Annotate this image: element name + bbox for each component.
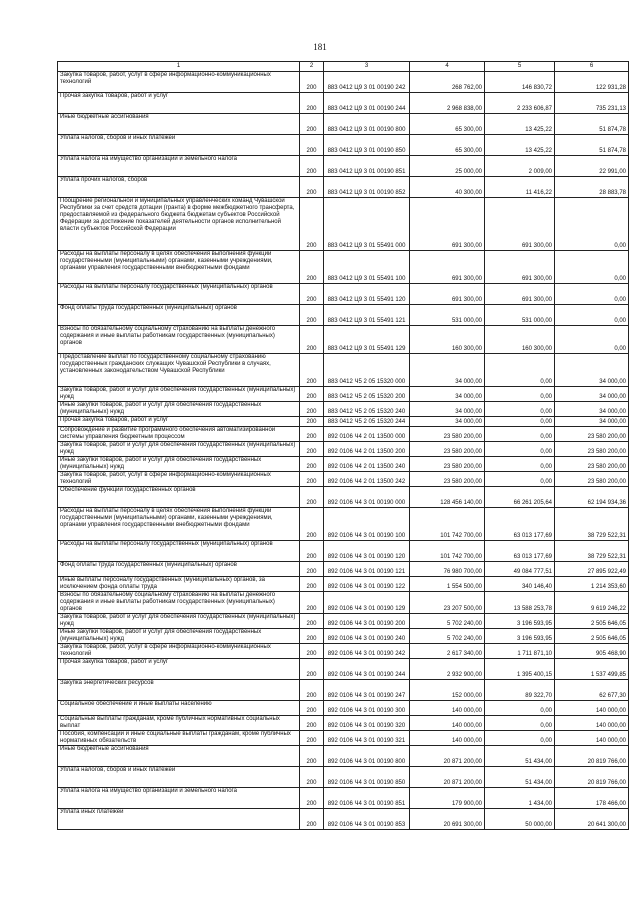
budget-classification-cell: 892 0106 Ч4 3 01 00190 000 (324, 487, 410, 508)
approved-amount-cell: 20 871 200,00 (410, 767, 485, 788)
unexecuted-amount-cell: 23 580 200,00 (555, 442, 629, 457)
row-code-cell: 200 (300, 156, 324, 177)
unexecuted-amount-cell: 140 000,00 (555, 731, 629, 746)
budget-classification-cell: 892 0106 Ч4 2 01 13500 240 (324, 457, 410, 472)
budget-classification-cell: 892 0106 Ч4 3 01 00190 247 (324, 680, 410, 701)
budget-classification-cell: 892 0106 Ч4 3 01 00190 850 (324, 767, 410, 788)
table-row (58, 577, 629, 592)
approved-amount-cell: 20 691 300,00 (410, 809, 485, 830)
approved-amount-cell: 2 932 900,00 (410, 659, 485, 680)
row-code-cell: 200 (300, 417, 324, 427)
executed-amount-cell: 0,00 (485, 427, 555, 442)
executed-amount-cell: 13 425,22 (485, 135, 555, 156)
executed-amount-cell: 63 013 177,69 (485, 508, 555, 541)
row-code-cell: 200 (300, 135, 324, 156)
budget-classification-cell: 883 0412 Ц9 3 01 00190 852 (324, 177, 410, 198)
budget-classification-cell: 892 0106 Ч4 3 01 00190 120 (324, 541, 410, 562)
row-name-cell: Уплата налогов, сборов и иных платежей (58, 767, 300, 788)
unexecuted-amount-cell: 0,00 (555, 305, 629, 326)
budget-classification-cell: 883 0412 Ц9 3 01 00190 244 (324, 93, 410, 114)
table-row (58, 177, 629, 198)
row-name-cell: Закупка товаров, работ, услуг в сфере информационно-коммуникационных технологий (58, 472, 300, 487)
row-code-cell: 200 (300, 614, 324, 629)
row-name-cell: Пособия, компенсации и иные социальные выплаты гражданам, кроме публичных нормативных обязательств (58, 731, 300, 746)
row-code-cell: 200 (300, 93, 324, 114)
executed-amount-cell: 3 196 593,95 (485, 614, 555, 629)
table-row (58, 508, 629, 541)
budget-classification-cell: 892 0106 Ч4 3 01 00190 300 (324, 701, 410, 716)
budget-classification-cell: 892 0106 Ч4 3 01 00190 320 (324, 716, 410, 731)
row-code-cell: 200 (300, 680, 324, 701)
unexecuted-amount-cell: 2 505 646,05 (555, 614, 629, 629)
unexecuted-amount-cell: 178 466,00 (555, 788, 629, 809)
unexecuted-amount-cell: 62 194 934,36 (555, 487, 629, 508)
executed-amount-cell: 160 300,00 (485, 326, 555, 354)
unexecuted-amount-cell: 0,00 (555, 251, 629, 284)
row-code-cell: 200 (300, 541, 324, 562)
executed-amount-cell: 1 711 871,10 (485, 644, 555, 659)
budget-classification-cell: 892 0106 Ч4 3 01 00190 240 (324, 629, 410, 644)
executed-amount-cell: 0,00 (485, 716, 555, 731)
executed-amount-cell: 531 000,00 (485, 305, 555, 326)
row-name-cell: Фонд оплаты труда государственных (муниципальных) органов (58, 562, 300, 577)
row-name-cell: Уплата налога на имущество организаций и земельного налога (58, 156, 300, 177)
unexecuted-amount-cell: 34 000,00 (555, 387, 629, 402)
budget-classification-cell: 892 0106 Ч4 3 01 00190 129 (324, 592, 410, 614)
row-name-cell: Уплата налога на имущество организаций и земельного налога (58, 788, 300, 809)
budget-classification-cell: 892 0106 Ч4 3 01 00190 321 (324, 731, 410, 746)
budget-classification-cell: 883 0412 Ц9 3 01 55491 129 (324, 326, 410, 354)
budget-classification-cell: 883 0412 Ц9 3 01 55491 100 (324, 251, 410, 284)
budget-classification-cell: 892 0106 Ч4 3 01 00190 121 (324, 562, 410, 577)
table-row (58, 326, 629, 354)
row-name-cell: Закупка товаров, работ и услуг для обеспечения государственных (муниципальных) нужд (58, 614, 300, 629)
table-row (58, 457, 629, 472)
executed-amount-cell: 691 300,00 (485, 198, 555, 251)
table-row (58, 644, 629, 659)
row-name-cell: Фонд оплаты труда государственных (муниципальных) органов (58, 305, 300, 326)
unexecuted-amount-cell: 62 677,30 (555, 680, 629, 701)
approved-amount-cell: 691 300,00 (410, 251, 485, 284)
unexecuted-amount-cell: 735 231,13 (555, 93, 629, 114)
executed-amount-cell: 691 300,00 (485, 251, 555, 284)
row-name-cell: Закупка энергетических ресурсов (58, 680, 300, 701)
unexecuted-amount-cell: 51 874,78 (555, 135, 629, 156)
row-name-cell: Прочая закупка товаров, работ и услуг (58, 659, 300, 680)
table-row (58, 354, 629, 387)
table-row (58, 809, 629, 830)
page-number: 181 (313, 42, 327, 52)
executed-amount-cell: 13 425,22 (485, 114, 555, 135)
row-name-cell: Прочая закупка товаров, работ и услуг (58, 417, 300, 427)
executed-amount-cell: 0,00 (485, 387, 555, 402)
executed-amount-cell: 1 434,00 (485, 788, 555, 809)
approved-amount-cell: 65 300,00 (410, 135, 485, 156)
unexecuted-amount-cell: 23 580 200,00 (555, 457, 629, 472)
row-code-cell: 200 (300, 629, 324, 644)
budget-classification-cell: 892 0106 Ч4 3 01 00190 122 (324, 577, 410, 592)
approved-amount-cell: 23 580 200,00 (410, 442, 485, 457)
table-row (58, 442, 629, 457)
row-code-cell: 200 (300, 251, 324, 284)
row-name-cell: Иные закупки товаров, работ и услуг для обеспечения государственных (муниципальных) нужд (58, 457, 300, 472)
table-row (58, 472, 629, 487)
row-name-cell: Уплата иных платежей (58, 809, 300, 830)
table-row (58, 417, 629, 427)
approved-amount-cell: 23 207 500,00 (410, 592, 485, 614)
budget-classification-cell: 892 0106 Ч4 3 01 00190 853 (324, 809, 410, 830)
executed-amount-cell: 0,00 (485, 731, 555, 746)
unexecuted-amount-cell: 0,00 (555, 198, 629, 251)
unexecuted-amount-cell: 20 641 300,00 (555, 809, 629, 830)
row-code-cell: 200 (300, 644, 324, 659)
table-row (58, 284, 629, 305)
row-name-cell: Расходы на выплаты персоналу государственных (муниципальных) органов (58, 541, 300, 562)
unexecuted-amount-cell: 20 819 766,00 (555, 746, 629, 767)
table-row (58, 680, 629, 701)
approved-amount-cell: 20 871 200,00 (410, 746, 485, 767)
unexecuted-amount-cell: 140 000,00 (555, 716, 629, 731)
table-row (58, 487, 629, 508)
executed-amount-cell: 0,00 (485, 472, 555, 487)
row-code-cell: 200 (300, 354, 324, 387)
unexecuted-amount-cell: 34 000,00 (555, 354, 629, 387)
column-header: 4 (410, 62, 485, 72)
budget-classification-cell: 883 0412 Ц9 3 01 55491 000 (324, 198, 410, 251)
approved-amount-cell: 268 762,00 (410, 72, 485, 93)
budget-classification-cell: 883 0412 Ц9 3 01 55491 120 (324, 284, 410, 305)
table-row (58, 746, 629, 767)
table-row (58, 562, 629, 577)
approved-amount-cell: 531 000,00 (410, 305, 485, 326)
table-row (58, 156, 629, 177)
approved-amount-cell: 160 300,00 (410, 326, 485, 354)
executed-amount-cell: 66 261 205,64 (485, 487, 555, 508)
executed-amount-cell: 0,00 (485, 701, 555, 716)
budget-classification-cell: 892 0106 Ч4 3 01 00190 244 (324, 659, 410, 680)
row-name-cell: Расходы на выплаты персоналу государственных (муниципальных) органов (58, 284, 300, 305)
row-code-cell: 200 (300, 731, 324, 746)
row-name-cell: Расходы на выплаты персоналу в целях обеспечения выполнения функций государственными (муниципальными) органами, казенными учреждениями, органами управления государственными внебюджетными фондами (58, 251, 300, 284)
approved-amount-cell: 140 000,00 (410, 731, 485, 746)
budget-classification-cell: 883 0412 Ц9 3 01 00190 850 (324, 135, 410, 156)
row-code-cell: 200 (300, 508, 324, 541)
budget-classification-cell: 892 0106 Ч4 2 01 13500 242 (324, 472, 410, 487)
table-header-row (58, 62, 629, 72)
row-code-cell: 200 (300, 402, 324, 417)
table-row (58, 387, 629, 402)
budget-classification-cell: 892 0106 Ч4 2 01 13500 000 (324, 427, 410, 442)
row-code-cell: 200 (300, 177, 324, 198)
executed-amount-cell: 2 233 606,87 (485, 93, 555, 114)
row-code-cell: 200 (300, 114, 324, 135)
executed-amount-cell: 89 322,70 (485, 680, 555, 701)
unexecuted-amount-cell: 20 819 766,00 (555, 767, 629, 788)
approved-amount-cell: 34 000,00 (410, 402, 485, 417)
executed-amount-cell: 49 084 777,51 (485, 562, 555, 577)
approved-amount-cell: 40 300,00 (410, 177, 485, 198)
row-name-cell: Прочая закупка товаров, работ и услуг (58, 93, 300, 114)
row-code-cell: 200 (300, 746, 324, 767)
column-header: 6 (555, 62, 629, 72)
executed-amount-cell: 63 013 177,69 (485, 541, 555, 562)
row-code-cell: 200 (300, 442, 324, 457)
budget-classification-cell: 892 0106 Ч4 3 01 00190 242 (324, 644, 410, 659)
executed-amount-cell: 51 434,00 (485, 767, 555, 788)
approved-amount-cell: 2 968 838,00 (410, 93, 485, 114)
unexecuted-amount-cell: 23 580 200,00 (555, 427, 629, 442)
table-row (58, 614, 629, 629)
budget-classification-cell: 892 0106 Ч4 3 01 00190 200 (324, 614, 410, 629)
unexecuted-amount-cell: 38 729 522,31 (555, 541, 629, 562)
row-name-cell: Уплата прочих налогов, сборов (58, 177, 300, 198)
approved-amount-cell: 2 617 340,00 (410, 644, 485, 659)
executed-amount-cell: 11 416,22 (485, 177, 555, 198)
unexecuted-amount-cell: 27 895 922,49 (555, 562, 629, 577)
unexecuted-amount-cell: 905 468,90 (555, 644, 629, 659)
approved-amount-cell: 65 300,00 (410, 114, 485, 135)
row-name-cell: Иные бюджетные ассигнования (58, 114, 300, 135)
unexecuted-amount-cell: 2 505 646,05 (555, 629, 629, 644)
row-code-cell: 200 (300, 427, 324, 442)
approved-amount-cell: 691 300,00 (410, 198, 485, 251)
approved-amount-cell: 34 000,00 (410, 387, 485, 402)
row-name-cell: Закупка товаров, работ, услуг в сфере информационно-коммуникационных технологий (58, 72, 300, 93)
budget-classification-cell: 883 0412 Ц9 3 01 00190 851 (324, 156, 410, 177)
column-header: 1 (58, 62, 300, 72)
row-name-cell: Иные бюджетные ассигнования (58, 746, 300, 767)
row-name-cell: Закупка товаров, работ и услуг для обеспечения государственных (муниципальных) нужд (58, 387, 300, 402)
budget-classification-cell: 892 0106 Ч4 3 01 00190 800 (324, 746, 410, 767)
row-code-cell: 200 (300, 767, 324, 788)
row-code-cell: 200 (300, 577, 324, 592)
table-row (58, 716, 629, 731)
table-row (58, 659, 629, 680)
budget-classification-cell: 883 0412 Ц9 3 01 00190 800 (324, 114, 410, 135)
row-code-cell: 200 (300, 659, 324, 680)
table-row (58, 629, 629, 644)
unexecuted-amount-cell: 22 991,00 (555, 156, 629, 177)
unexecuted-amount-cell: 1 214 353,60 (555, 577, 629, 592)
table-row (58, 93, 629, 114)
row-name-cell: Расходы на выплаты персоналу в целях обеспечения выполнения функций государственными (муниципальными) органами, казенными учреждениями, органами управления государственными внебюджетными фондами (58, 508, 300, 541)
table-row (58, 114, 629, 135)
approved-amount-cell: 76 980 700,00 (410, 562, 485, 577)
row-name-cell: Предоставление выплат по государственному социальному страхованию государственных гражданских служащих Чувашской Республики в случаях, установленных законодательством Чувашской Республики (58, 354, 300, 387)
approved-amount-cell: 179 900,00 (410, 788, 485, 809)
executed-amount-cell: 13 588 253,78 (485, 592, 555, 614)
unexecuted-amount-cell: 122 931,28 (555, 72, 629, 93)
table-row (58, 305, 629, 326)
table-row (58, 198, 629, 251)
budget-classification-cell: 883 0412 Ц9 3 01 00190 242 (324, 72, 410, 93)
executed-amount-cell: 340 146,40 (485, 577, 555, 592)
executed-amount-cell: 0,00 (485, 417, 555, 427)
row-name-cell: Сопровождение и развитие программного обеспечения автоматизированной системы управления бюджетным процессом (58, 427, 300, 442)
table-row (58, 701, 629, 716)
approved-amount-cell: 140 000,00 (410, 701, 485, 716)
approved-amount-cell: 34 000,00 (410, 354, 485, 387)
unexecuted-amount-cell: 0,00 (555, 326, 629, 354)
row-code-cell: 200 (300, 809, 324, 830)
row-name-cell: Социальные выплаты гражданам, кроме публичных нормативных социальных выплат (58, 716, 300, 731)
approved-amount-cell: 691 300,00 (410, 284, 485, 305)
row-code-cell: 200 (300, 592, 324, 614)
column-header: 2 (300, 62, 324, 72)
approved-amount-cell: 101 742 700,00 (410, 508, 485, 541)
executed-amount-cell: 50 000,00 (485, 809, 555, 830)
row-name-cell: Иные выплаты персоналу государственных (муниципальных) органов, за исключением фонда оплаты труда (58, 577, 300, 592)
executed-amount-cell: 0,00 (485, 457, 555, 472)
table-row (58, 592, 629, 614)
row-name-cell: Уплата налогов, сборов и иных платежей (58, 135, 300, 156)
budget-classification-cell: 883 0412 Ч5 2 05 15320 244 (324, 417, 410, 427)
row-name-cell: Социальное обеспечение и иные выплаты населению (58, 701, 300, 716)
approved-amount-cell: 101 742 700,00 (410, 541, 485, 562)
executed-amount-cell: 3 196 593,95 (485, 629, 555, 644)
approved-amount-cell: 128 456 140,00 (410, 487, 485, 508)
row-code-cell: 200 (300, 72, 324, 93)
approved-amount-cell: 23 580 200,00 (410, 472, 485, 487)
table-row (58, 788, 629, 809)
unexecuted-amount-cell: 28 883,78 (555, 177, 629, 198)
executed-amount-cell: 146 830,72 (485, 72, 555, 93)
executed-amount-cell: 691 300,00 (485, 284, 555, 305)
executed-amount-cell: 0,00 (485, 442, 555, 457)
row-code-cell: 200 (300, 457, 324, 472)
row-code-cell: 200 (300, 701, 324, 716)
table-row (58, 135, 629, 156)
table-row (58, 72, 629, 93)
row-name-cell: Иные закупки товаров, работ и услуг для обеспечения государственных (муниципальных) нужд (58, 402, 300, 417)
table-row (58, 731, 629, 746)
executed-amount-cell: 51 434,00 (485, 746, 555, 767)
approved-amount-cell: 34 000,00 (410, 417, 485, 427)
row-code-cell: 200 (300, 788, 324, 809)
approved-amount-cell: 23 580 200,00 (410, 457, 485, 472)
budget-classification-cell: 892 0106 Ч4 2 01 13500 200 (324, 442, 410, 457)
unexecuted-amount-cell: 9 619 246,22 (555, 592, 629, 614)
executed-amount-cell: 0,00 (485, 354, 555, 387)
approved-amount-cell: 140 000,00 (410, 716, 485, 731)
row-code-cell: 200 (300, 326, 324, 354)
table-row (58, 427, 629, 442)
approved-amount-cell: 23 580 200,00 (410, 427, 485, 442)
row-name-cell: Взносы по обязательному социальному страхованию на выплаты денежного содержания и иные выплаты работникам государственных (муниципальных) органов (58, 592, 300, 614)
executed-amount-cell: 0,00 (485, 402, 555, 417)
row-name-cell: Закупка товаров, работ и услуг для обеспечения государственных (муниципальных) нужд (58, 442, 300, 457)
row-code-cell: 200 (300, 198, 324, 251)
row-code-cell: 200 (300, 284, 324, 305)
approved-amount-cell: 5 702 240,00 (410, 629, 485, 644)
row-code-cell: 200 (300, 472, 324, 487)
budget-classification-cell: 883 0412 Ч5 2 05 15320 240 (324, 402, 410, 417)
executed-amount-cell: 2 009,00 (485, 156, 555, 177)
unexecuted-amount-cell: 34 000,00 (555, 402, 629, 417)
budget-classification-cell: 892 0106 Ч4 3 01 00190 851 (324, 788, 410, 809)
approved-amount-cell: 1 554 500,00 (410, 577, 485, 592)
budget-classification-cell: 883 0412 Ц9 3 01 55491 121 (324, 305, 410, 326)
budget-classification-cell: 883 0412 Ч5 2 05 15320 200 (324, 387, 410, 402)
column-header: 5 (485, 62, 555, 72)
approved-amount-cell: 5 702 240,00 (410, 614, 485, 629)
row-name-cell: Взносы по обязательному социальному страхованию на выплаты денежного содержания и иные выплаты работникам государственных (муниципальных) органов (58, 326, 300, 354)
table-row (58, 402, 629, 417)
unexecuted-amount-cell: 1 537 499,85 (555, 659, 629, 680)
row-code-cell: 200 (300, 487, 324, 508)
unexecuted-amount-cell: 0,00 (555, 284, 629, 305)
budget-classification-cell: 892 0106 Ч4 3 01 00190 100 (324, 508, 410, 541)
approved-amount-cell: 25 000,00 (410, 156, 485, 177)
row-name-cell: Обеспечение функций государственных органов (58, 487, 300, 508)
approved-amount-cell: 152 000,00 (410, 680, 485, 701)
executed-amount-cell: 1 395 400,15 (485, 659, 555, 680)
row-code-cell: 200 (300, 305, 324, 326)
row-code-cell: 200 (300, 562, 324, 577)
unexecuted-amount-cell: 23 580 200,00 (555, 472, 629, 487)
budget-table (57, 61, 629, 830)
row-name-cell: Закупка товаров, работ, услуг в сфере информационно-коммуникационных технологий (58, 644, 300, 659)
budget-classification-cell: 883 0412 Ч5 2 05 15320 000 (324, 354, 410, 387)
unexecuted-amount-cell: 34 000,00 (555, 417, 629, 427)
row-code-cell: 200 (300, 716, 324, 731)
column-header: 3 (324, 62, 410, 72)
row-name-cell: Поощрение региональной и муниципальных управленческих команд Чувашской Республики за счет средств дотации (гранта) в форме межбюджетного трансферта, предоставляемой из федерального бюджета бюджетам субъектов Российской Федерации за достижение показателей деятельности органов исполнительной власти субъектов Российской Федерации (58, 198, 300, 251)
table-row (58, 541, 629, 562)
table-body (58, 72, 629, 830)
row-name-cell: Иные закупки товаров, работ и услуг для обеспечения государственных (муниципальных) нужд (58, 629, 300, 644)
row-code-cell: 200 (300, 387, 324, 402)
unexecuted-amount-cell: 140 000,00 (555, 701, 629, 716)
unexecuted-amount-cell: 51 874,78 (555, 114, 629, 135)
table-row (58, 251, 629, 284)
table-row (58, 767, 629, 788)
unexecuted-amount-cell: 38 729 522,31 (555, 508, 629, 541)
